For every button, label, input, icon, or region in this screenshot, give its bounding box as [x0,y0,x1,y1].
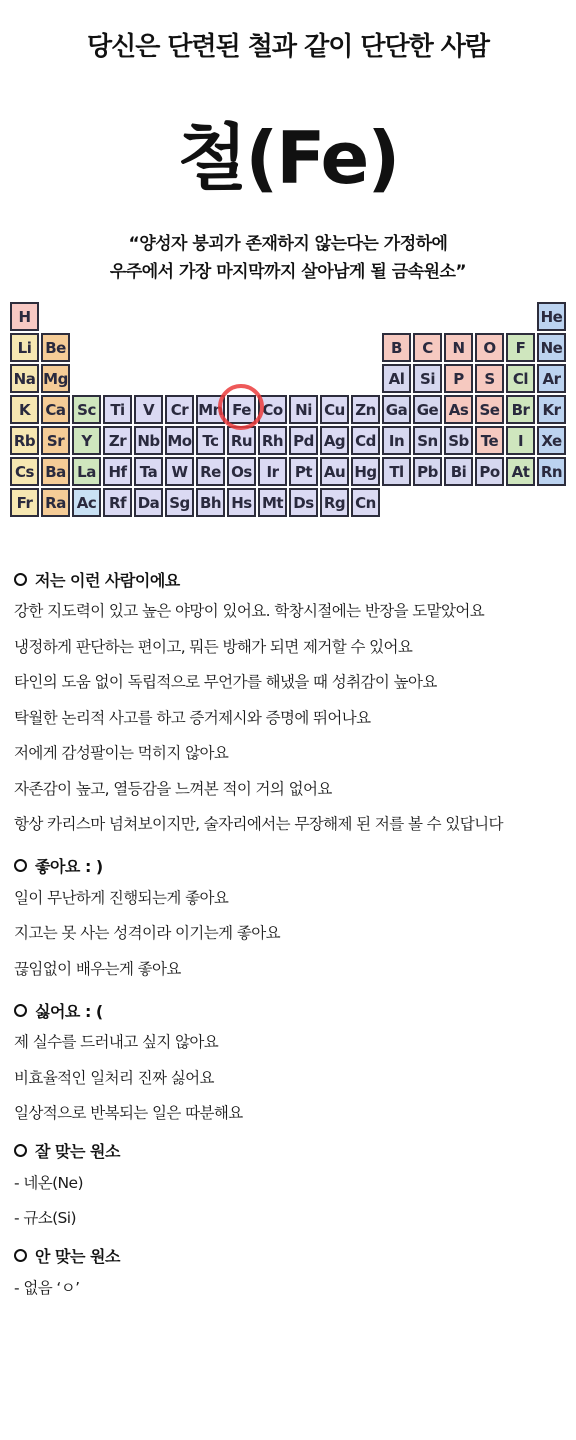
profile-content [14,560,564,1306]
element-cell-ta: Ta [134,457,163,486]
element-cell-mg: Mg [41,364,70,393]
element-cell-ac: Ac [72,488,101,517]
element-cell-h: H [10,302,39,331]
element-cell-rf: Rf [103,488,132,517]
quote [0,230,576,286]
element-cell-co: Co [258,395,287,424]
list-item: - 없음 ‘ㅇ’ [14,1278,80,1297]
element-cell-cd: Cd [351,426,380,455]
circle-bullet-icon [14,1144,27,1157]
element-cell-k: K [10,395,39,424]
element-cell-te: Te [475,426,504,455]
element-cell-ni: Ni [289,395,318,424]
element-cell-sn: Sn [413,426,442,455]
element-cell-pb: Pb [413,457,442,486]
element-cell-c: C [413,333,442,362]
section-heading [14,1136,564,1166]
section-heading [14,564,564,594]
circle-bullet-icon [14,1249,27,1262]
element-cell-hf: Hf [103,457,132,486]
quote-line: 우주에서 가장 마지막까지 살아남게 될 금속원소” [109,262,467,282]
element-cell-i: I [506,426,535,455]
element-cell-mo: Mo [165,426,194,455]
quote-line: “양성자 붕괴가 존재하지 않는다는 가정하에 [128,234,448,254]
element-cell-cl: Cl [506,364,535,393]
section-heading-label: 좋아요 : ) [35,857,103,876]
list-item: 비효율적인 일처리 진짜 싫어요 [14,1068,214,1087]
subtitle: 당신은 단련된 철과 같이 단단한 사람 [87,32,489,62]
list-item: - 규소(Si) [14,1209,76,1227]
element-cell-fr: Fr [10,488,39,517]
element-cell-pt: Pt [289,457,318,486]
element-cell-zr: Zr [103,426,132,455]
periodic-table [10,302,570,520]
section-heading-label: 싫어요 : ( [35,1001,103,1021]
element-cell-ca: Ca [41,395,70,424]
list-item: 타인의 도움 없이 독립적으로 무언가를 해냈을 때 성취감이 높아요 [14,673,437,691]
section-dislikes [14,995,564,1132]
list-item: 탁월한 논리적 사고를 하고 증거제시와 증명에 뛰어나요 [14,708,371,727]
element-cell-f: F [506,333,535,362]
list-item: 강한 지도력이 있고 높은 야망이 있어요. 학창시절에는 반장을 도맡았어요 [14,602,485,620]
section-likes [14,851,564,988]
element-cell-o: O [475,333,504,362]
circle-bullet-icon [14,1004,27,1017]
list-item: 일이 무난하게 진행되는게 좋아요 [14,888,229,907]
element-cell-ir: Ir [258,457,287,486]
element-cell-la: La [72,457,101,486]
element-cell-si: Si [413,364,442,393]
element-cell-re: Re [196,457,225,486]
element-cell-hs: Hs [227,488,256,517]
list-item: 자존감이 높고, 열등감을 느껴본 적이 거의 없어요 [14,779,332,798]
element-cell-ba: Ba [41,457,70,486]
circle-bullet-icon [14,573,27,586]
list-item: 항상 카리스마 넘쳐보이지만, 술자리에서는 무장해제 된 저를 볼 수 있답니다 [14,815,503,833]
section-heading-label: 저는 이런 사람이에요 [35,570,180,590]
element-cell-li: Li [10,333,39,362]
element-cell-mn: Mn [196,395,225,424]
element-cell-cs: Cs [10,457,39,486]
element-cell-y: Y [72,426,101,455]
element-cell-tc: Tc [196,426,225,455]
element-cell-br: Br [506,395,535,424]
element-cell-al: Al [382,364,411,393]
element-cell-w: W [165,457,194,486]
element-cell-as: As [444,395,473,424]
element-cell-sr: Sr [41,426,70,455]
element-cell-ne: Ne [537,333,566,362]
element-cell-au: Au [320,457,349,486]
element-cell-ra: Ra [41,488,70,517]
element-cell-p: P [444,364,473,393]
section-heading-label: 안 맞는 원소 [35,1247,120,1266]
list-item: 저에게 감성팔이는 먹히지 않아요 [14,744,229,762]
element-cell-rb: Rb [10,426,39,455]
element-cell-ga: Ga [382,395,411,424]
element-cell-ti: Ti [103,395,132,424]
element-cell-nb: Nb [134,426,163,455]
element-cell-xe: Xe [537,426,566,455]
element-cell-pd: Pd [289,426,318,455]
element-title: 철(Fe) [177,116,399,200]
section-good-match [14,1136,564,1237]
element-cell-ag: Ag [320,426,349,455]
element-cell-tl: Tl [382,457,411,486]
element-cell-cu: Cu [320,395,349,424]
element-cell-rn: Rn [537,457,566,486]
element-cell-n: N [444,333,473,362]
element-cell-b: B [382,333,411,362]
section-bad-match [14,1241,564,1307]
element-cell-at: At [506,457,535,486]
element-cell-ru: Ru [227,426,256,455]
element-cell-be: Be [41,333,70,362]
element-cell-kr: Kr [537,395,566,424]
element-cell-fe: Fe [227,395,256,424]
circle-bullet-icon [14,859,27,872]
element-cell-na: Na [10,364,39,393]
element-cell-in: In [382,426,411,455]
element-cell-he: He [537,302,566,331]
element-cell-hg: Hg [351,457,380,486]
element-cell-os: Os [227,457,256,486]
list-item: 지고는 못 사는 성격이라 이기는게 좋아요 [14,924,280,942]
element-cell-rh: Rh [258,426,287,455]
element-cell-zn: Zn [351,395,380,424]
element-cell-po: Po [475,457,504,486]
element-cell-s: S [475,364,504,393]
highlight-circle [218,384,264,430]
section-heading [14,1241,564,1271]
element-cell-mt: Mt [258,488,287,517]
list-item: 끊임없이 배우는게 좋아요 [14,959,181,978]
section-about [14,564,564,843]
element-cell-sg: Sg [165,488,194,517]
element-cell-rg: Rg [320,488,349,517]
list-item: 냉정하게 판단하는 편이고, 뭐든 방해가 되면 제거할 수 있어요 [14,637,413,656]
element-cell-sc: Sc [72,395,101,424]
element-cell-bh: Bh [196,488,225,517]
element-cell-v: V [134,395,163,424]
list-item: 제 실수를 드러내고 싶지 않아요 [14,1033,219,1051]
element-cell-cn: Cn [351,488,380,517]
element-cell-bi: Bi [444,457,473,486]
list-item: - 네온(Ne) [14,1173,83,1192]
list-item: 일상적으로 반복되는 일은 따분해요 [14,1104,243,1122]
section-heading-label: 잘 맞는 원소 [35,1142,120,1161]
element-cell-se: Se [475,395,504,424]
element-cell-cr: Cr [165,395,194,424]
element-cell-ds: Ds [289,488,318,517]
element-cell-da: Da [134,488,163,517]
section-heading [14,995,564,1025]
section-heading [14,851,564,881]
element-cell-ar: Ar [537,364,566,393]
element-cell-ge: Ge [413,395,442,424]
element-cell-sb: Sb [444,426,473,455]
